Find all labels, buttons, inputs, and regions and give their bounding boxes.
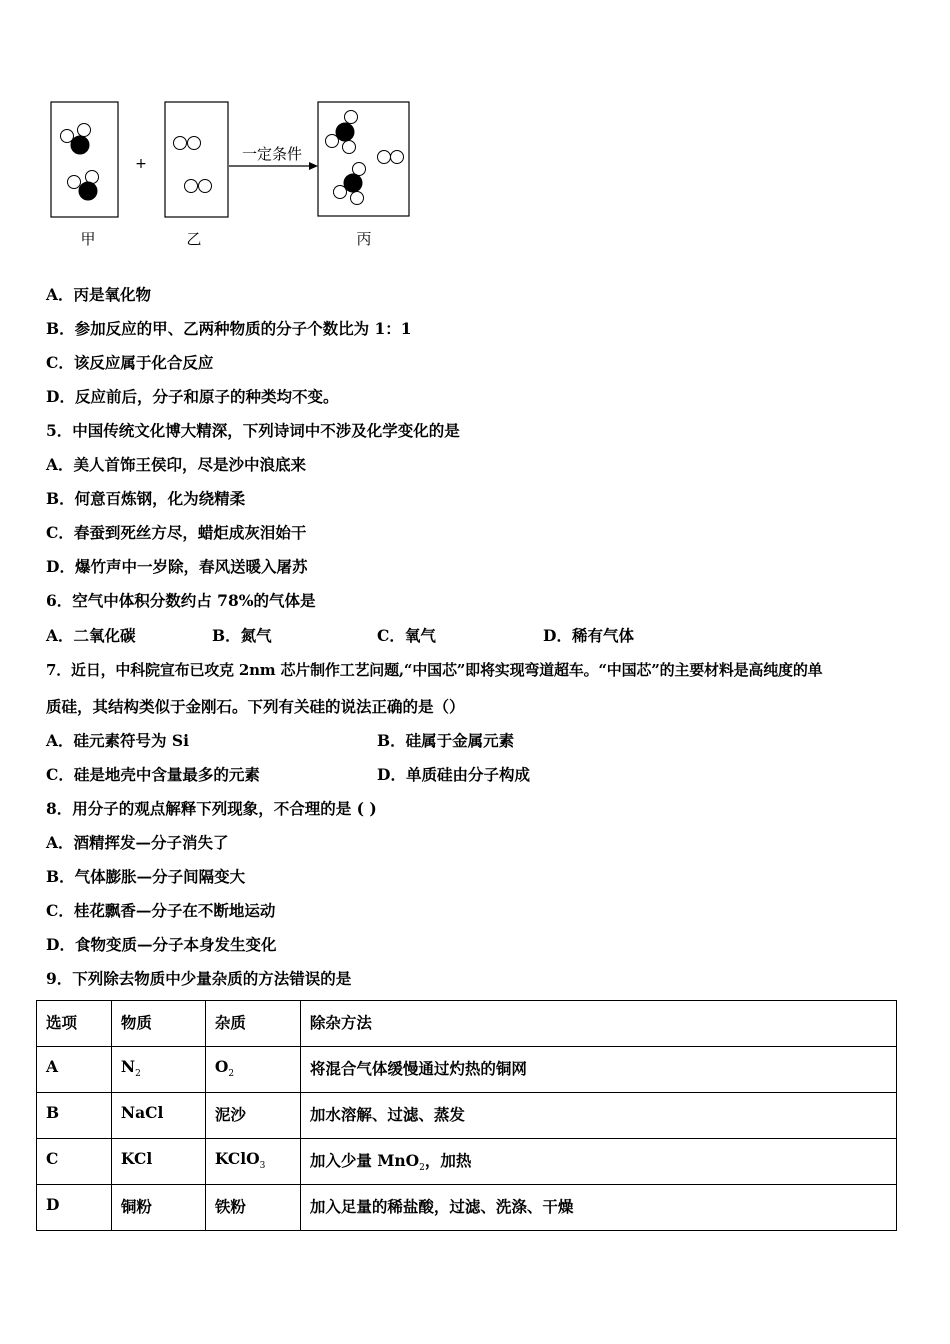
arrow-head (309, 162, 318, 170)
q5-stem: 5．中国传统文化博大精深，下列诗词中不涉及化学变化的是 (46, 421, 460, 440)
table-row (37, 1139, 897, 1185)
q8-stem: 8．用分子的观点解释下列现象，不合理的是 ( ) (46, 799, 377, 818)
cell-option: B (37, 1093, 112, 1139)
q8-option-b: B．气体膨胀—分子间隔变大 (46, 867, 246, 886)
cell-option: D (37, 1185, 112, 1231)
condition-label: 一定条件 (241, 145, 303, 163)
cell-substance: KCl (111, 1139, 205, 1185)
q4-option-c: C．该反应属于化合反应 (46, 353, 214, 372)
q8-option-d: D．食物变质—分子本身发生变化 (46, 935, 277, 954)
q7-option-b: B．硅属于金属元素 (377, 731, 515, 750)
q5-option-d: D．爆竹声中一岁除，春风送暖入屠苏 (46, 557, 308, 576)
cell-impurity: $O_2$ (205, 1047, 300, 1093)
q6-option-b: B．氮气 (212, 626, 272, 645)
q7-option-d: D．单质硅由分子构成 (377, 765, 530, 784)
cell-substance: NaCl (111, 1093, 205, 1139)
q4-option-a: A．丙是氧化物 (46, 285, 152, 304)
cell-option: A (37, 1047, 112, 1093)
reaction-diagram (0, 0, 950, 270)
q6-option-c: C．氧气 (377, 626, 436, 645)
cell-method: 加水溶解、过滤、蒸发 (300, 1093, 896, 1139)
cell-substance: $N_2$ (111, 1047, 205, 1093)
cell-method: 加入足量的稀盐酸，过滤、洗涤、干燥 (300, 1185, 896, 1231)
cell-method: 将混合气体缓慢通过灼热的铜网 (300, 1047, 896, 1093)
cell-option: C (37, 1139, 112, 1185)
q5-option-b: B．何意百炼钢，化为绕精柔 (46, 489, 246, 508)
q6-option-d: D．稀有气体 (543, 626, 634, 645)
cell-method: 加入少量 MnO$_2$，加热 (300, 1139, 896, 1185)
table-row (37, 1185, 897, 1231)
label-bing: 丙 (356, 230, 372, 248)
q7-stem-line2: 质硅，其结构类似于金刚石。下列有关硅的说法正确的是（） (46, 697, 465, 716)
label-yi: 乙 (186, 230, 202, 248)
header-option: 选项 (37, 1001, 112, 1047)
q9-stem: 9．下列除去物质中少量杂质的方法错误的是 (46, 969, 352, 988)
header-method: 除杂方法 (300, 1001, 896, 1047)
q6-stem: 6．空气中体积分数约占 78%的气体是 (46, 591, 316, 610)
q5-option-c: C．春蚕到死丝方尽，蜡炬成灰泪始干 (46, 523, 307, 542)
label-jia: 甲 (80, 230, 96, 248)
q5-option-a: A．美人首饰王侯印，尽是沙中浪底来 (46, 455, 307, 474)
plus-sign: + (135, 156, 147, 172)
q8-option-a: A．酒精挥发—分子消失了 (46, 833, 229, 852)
table-row (37, 1047, 897, 1093)
q4-option-d: D．反应前后，分子和原子的种类均不变。 (46, 387, 339, 406)
q9-table (36, 1000, 897, 1231)
cell-impurity: 泥沙 (205, 1093, 300, 1139)
cell-impurity: 铁粉 (205, 1185, 300, 1231)
table-header-row (37, 1001, 897, 1047)
table-row (37, 1093, 897, 1139)
header-impurity: 杂质 (205, 1001, 300, 1047)
q8-option-c: C．桂花飘香—分子在不断地运动 (46, 901, 276, 920)
header-substance: 物质 (111, 1001, 205, 1047)
cell-impurity: KClO$_3$ (205, 1139, 300, 1185)
q7-option-a: A．硅元素符号为 Si (46, 731, 190, 750)
q4-option-b: B．参加反应的甲、乙两种物质的分子个数比为 1：1 (46, 319, 412, 338)
cell-substance: 铜粉 (111, 1185, 205, 1231)
q7-option-c: C．硅是地壳中含量最多的元素 (46, 765, 260, 784)
q7-stem-line1: 7．近日，中科院宣布已攻克 2nm 芯片制作工艺问题,“中国芯”即将实现弯道超车。“中国芯”的主要材料是高纯度的单 (46, 661, 823, 679)
box-yi (165, 102, 228, 217)
q6-option-a: A．二氧化碳 (46, 626, 136, 645)
